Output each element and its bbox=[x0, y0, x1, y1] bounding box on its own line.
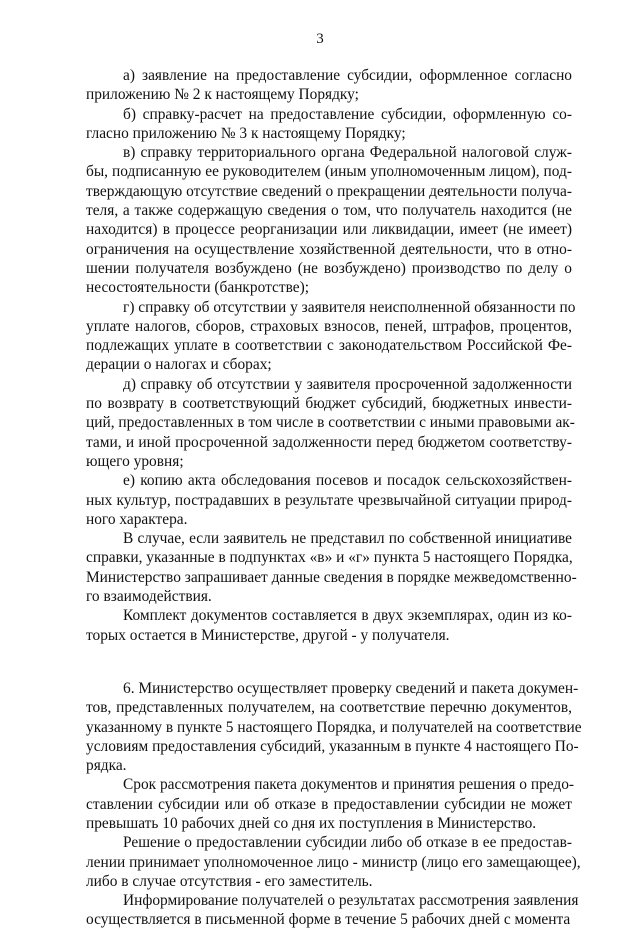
text-line: д) справку об отсутствии у заявителя просроченной задолженности bbox=[123, 375, 572, 393]
text-line: Информирование получателей о результатах рассмотрения заявления bbox=[123, 892, 579, 910]
text-line: тверждающую отсутствие сведений о прекращении деятельности получа- bbox=[86, 182, 572, 200]
text-line: уплате налогов, сборов, страховых взносов, пеней, штрафов, процентов, bbox=[86, 317, 572, 335]
text-line: превышать 10 рабочих дней со дня их поступления в Министерство. bbox=[86, 814, 537, 832]
text-line: торых остается в Министерстве, другой - у получателя. bbox=[86, 626, 450, 644]
paragraph bbox=[86, 529, 577, 606]
text-line: несостоятельности (банкротстве); bbox=[86, 279, 309, 297]
text-line: Министерство запрашивает данные сведения в порядке межведомственно- bbox=[86, 568, 577, 586]
text-line: дерации о налогах и сборах; bbox=[86, 356, 272, 374]
text-line: го взаимодействия. bbox=[86, 588, 212, 606]
text-line: теля, а также содержащую сведения о том, что получатель находится (не bbox=[86, 202, 572, 220]
paragraph bbox=[86, 105, 572, 144]
text-line: Комплект документов составляется в двух экземплярах, один из ко- bbox=[123, 607, 572, 625]
text-line: Срок рассмотрения пакета документов и принятия решения о предо- bbox=[123, 776, 575, 794]
paragraph bbox=[86, 375, 575, 471]
text-line: по возврату в соответствующий бюджет субсидий, бюджетных инвести- bbox=[86, 395, 572, 413]
text-line: Решение о предоставлении субсидии либо об отказе в ее предостав- bbox=[123, 834, 572, 852]
text-line: приложению № 2 к настоящему Порядку; bbox=[86, 86, 359, 104]
paragraph bbox=[86, 66, 572, 105]
text-line: ставлении субсидии или об отказе в предоставлении субсидии не может bbox=[86, 795, 572, 813]
text-line: бы, подписанную ее руководителем (иным уполномоченным лицом), под- bbox=[86, 163, 572, 181]
page-number: 3 bbox=[316, 31, 324, 47]
text-line: справки, указанные в подпунктах «в» и «г» пункта 5 настоящего Порядка, bbox=[86, 549, 573, 567]
text-line: лении принимает уполномоченное лицо - министр (лицо его замещающее), bbox=[86, 853, 581, 871]
text-line: гласно приложению № 3 к настоящему Порядку; bbox=[86, 124, 406, 142]
text-line: подлежащих уплате в соответствии с законодательством Российской Фе- bbox=[86, 337, 572, 355]
text-line: в) справку территориального органа Федеральной налоговой служ- bbox=[123, 144, 572, 162]
text-line: находится) в процессе реорганизации или ликвидации, имеет (не имеет) bbox=[86, 221, 572, 239]
text-line: ющего уровня; bbox=[86, 452, 184, 470]
text-line: тами, и иной просроченной задолженности перед бюджетом соответству- bbox=[86, 433, 572, 451]
paragraph bbox=[86, 143, 572, 297]
text-line: тов, представленных получателем, на соответствие перечню документов, bbox=[86, 699, 572, 717]
paragraph bbox=[86, 471, 572, 529]
text-line: рядка. bbox=[86, 757, 127, 775]
text-line: г) справку об отсутствии у заявителя неисполненной обязанности по bbox=[123, 298, 576, 316]
text-line: б) справку-расчет на предоставление субсидии, оформленную со- bbox=[123, 105, 572, 123]
text-line: указанному в пункте 5 настоящего Порядка, и получателей на соответствие bbox=[86, 718, 582, 736]
text-line: ного характера. bbox=[86, 510, 188, 528]
text-line: осуществляется в письменной форме в течение 5 рабочих дней с момента bbox=[86, 911, 571, 929]
paragraph bbox=[86, 298, 576, 375]
text-line: условиям предоставления субсидий, указанным в пункте 4 настоящего По- bbox=[86, 737, 579, 755]
text-line: ций, предоставленных в том числе в соответствии с иными правовыми ак- bbox=[86, 414, 575, 432]
paragraph bbox=[86, 775, 575, 833]
text-line: шении получателя возбуждено (не возбуждено) производство по делу о bbox=[86, 259, 572, 277]
text-line: е) копию акта обследования посевов и посадок сельскохозяйствен- bbox=[123, 472, 572, 490]
document-body bbox=[86, 66, 582, 930]
paragraph bbox=[86, 833, 581, 891]
text-line: 6. Министерство осуществляет проверку сведений и пакета докумен- bbox=[123, 679, 579, 697]
paragraph bbox=[86, 606, 572, 645]
text-line: либо в случае отсутствия - его заместитель. bbox=[86, 872, 373, 890]
text-line: ограничения на осуществление хозяйственной деятельности, что в отно- bbox=[86, 240, 572, 258]
paragraph bbox=[86, 679, 582, 775]
text-line: ных культур, пострадавших в результате чрезвычайной ситуации природ- bbox=[86, 491, 572, 509]
paragraph bbox=[86, 891, 579, 930]
text-line: В случае, если заявитель не представил по собственной инициативе bbox=[123, 530, 572, 548]
paragraph-gap bbox=[86, 645, 572, 679]
text-line: а) заявление на предоставление субсидии, оформленное согласно bbox=[123, 67, 572, 84]
